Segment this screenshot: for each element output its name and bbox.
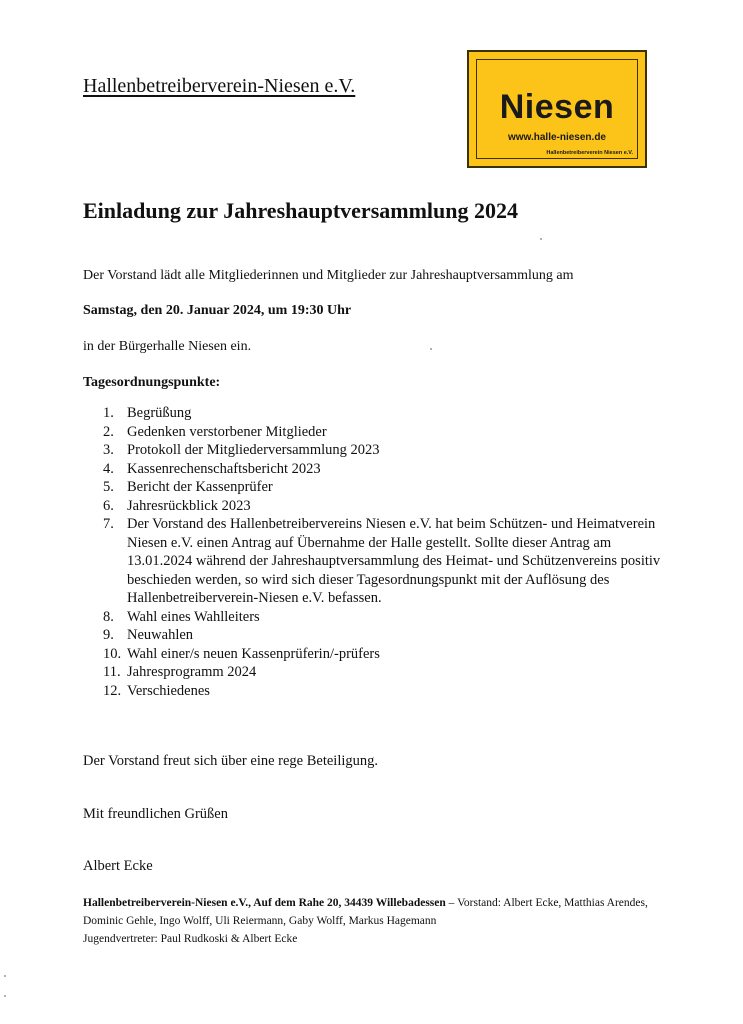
intro-text: Der Vorstand lädt alle Mitgliederinnen und Mitglieder zur Jahreshauptversammlung am — [83, 268, 574, 283]
agenda-item-text: Bericht der Kassenprüfer — [127, 479, 273, 495]
agenda-item — [103, 515, 663, 608]
agenda-list — [103, 404, 663, 700]
closing-text: Der Vorstand freut sich über eine rege Beteiligung. — [83, 753, 379, 769]
agenda-item — [103, 460, 663, 479]
footer — [83, 894, 663, 948]
scan-speck — [430, 348, 432, 350]
page-title: Einladung zur Jahreshauptversammlung 2024 — [83, 198, 518, 223]
agenda-item — [103, 645, 663, 664]
agenda-item — [103, 682, 663, 701]
agenda-item — [103, 663, 663, 682]
agenda-item-text: Jahresprogramm 2024 — [127, 664, 257, 680]
footer-address: Hallenbetreiberverein-Niesen e.V., Auf dem Rahe 20, 34439 Willebadessen — [83, 897, 446, 909]
agenda-item-text: Wahl eines Wahlleiters — [127, 608, 260, 625]
agenda-item-number: 6. — [103, 497, 114, 514]
agenda-item-number: 12. — [103, 682, 122, 699]
agenda-item — [103, 626, 663, 645]
agenda-item-text: Der Vorstand des Hallenbetreibervereins Niesen e.V. hat beim Schützen- und Heimatverein Niesen e.V. einen Antrag auf Übernahme der Halle gestellt. Sollte dieser Antrag am 13.01.2024 während der Jahreshauptversammlung des Heimat- und Schützenvereins positiv beschieden werden, so wird sich dieser Tagesordnungspunkt mit der Auflösung des Hallenbetreiberverein-Niesen e.V. befassen. — [127, 516, 661, 606]
agenda-item — [103, 608, 663, 627]
niesen-logo — [467, 50, 647, 168]
meeting-location: in der Bürgerhalle Niesen ein. — [83, 339, 252, 354]
agenda-item-text: Kassenrechenschaftsbericht 2023 — [127, 460, 321, 477]
agenda-item-text: Gedenken verstorbener Mitglieder — [127, 423, 327, 440]
agenda-item-number: 11. — [103, 664, 121, 680]
agenda-item-text: Verschiedenes — [127, 682, 210, 699]
agenda-item-text: Begrüßung — [127, 405, 192, 421]
agenda-item-text: Neuwahlen — [127, 627, 194, 643]
footer-youth: Jugendvertreter: Paul Rudkoski & Albert Ecke — [83, 933, 298, 945]
greeting-text: Mit freundlichen Grüßen — [83, 806, 228, 822]
agenda-item — [103, 497, 663, 516]
logo-name: Niesen — [499, 88, 615, 126]
agenda-item — [103, 404, 663, 423]
logo-frame — [476, 59, 638, 159]
agenda-item — [103, 441, 663, 460]
agenda-item-number: 1. — [103, 405, 114, 421]
agenda-item-number: 9. — [103, 627, 114, 643]
org-header: Hallenbetreiberverein-Niesen e.V. — [83, 75, 356, 97]
footer-board: – Vorstand: Albert Ecke, Matthias Arendes, Dominic Gehle, Ingo Wolff, Uli Reiermann, Gaby Wolff, Markus Hagemann — [83, 897, 648, 927]
logo-url: www.halle-niesen.de — [508, 132, 606, 143]
agenda-item-number: 8. — [103, 608, 114, 625]
agenda-item — [103, 478, 663, 497]
agenda-item-number: 2. — [103, 423, 114, 440]
signature-name: Albert Ecke — [83, 858, 153, 874]
agenda-item-text: Jahresrückblick 2023 — [127, 497, 251, 514]
agenda-item-number: 4. — [103, 460, 114, 477]
scan-speck — [4, 995, 6, 997]
scan-speck — [540, 238, 542, 240]
agenda-item-number: 7. — [103, 516, 114, 532]
agenda-item-number: 3. — [103, 442, 114, 458]
agenda-item — [103, 423, 663, 442]
meeting-date: Samstag, den 20. Januar 2024, um 19:30 Uhr — [83, 303, 352, 318]
agenda-item-text: Wahl einer/s neuen Kassenprüferin/-prüfers — [127, 645, 380, 662]
agenda-heading: Tagesordnungspunkte: — [83, 375, 221, 390]
scan-speck — [4, 975, 6, 977]
logo-org: Hallenbetreiberverein Niesen e.V. — [546, 150, 633, 156]
agenda-item-number: 10. — [103, 645, 122, 662]
agenda-item-number: 5. — [103, 479, 114, 495]
agenda-item-text: Protokoll der Mitgliederversammlung 2023 — [127, 442, 380, 458]
